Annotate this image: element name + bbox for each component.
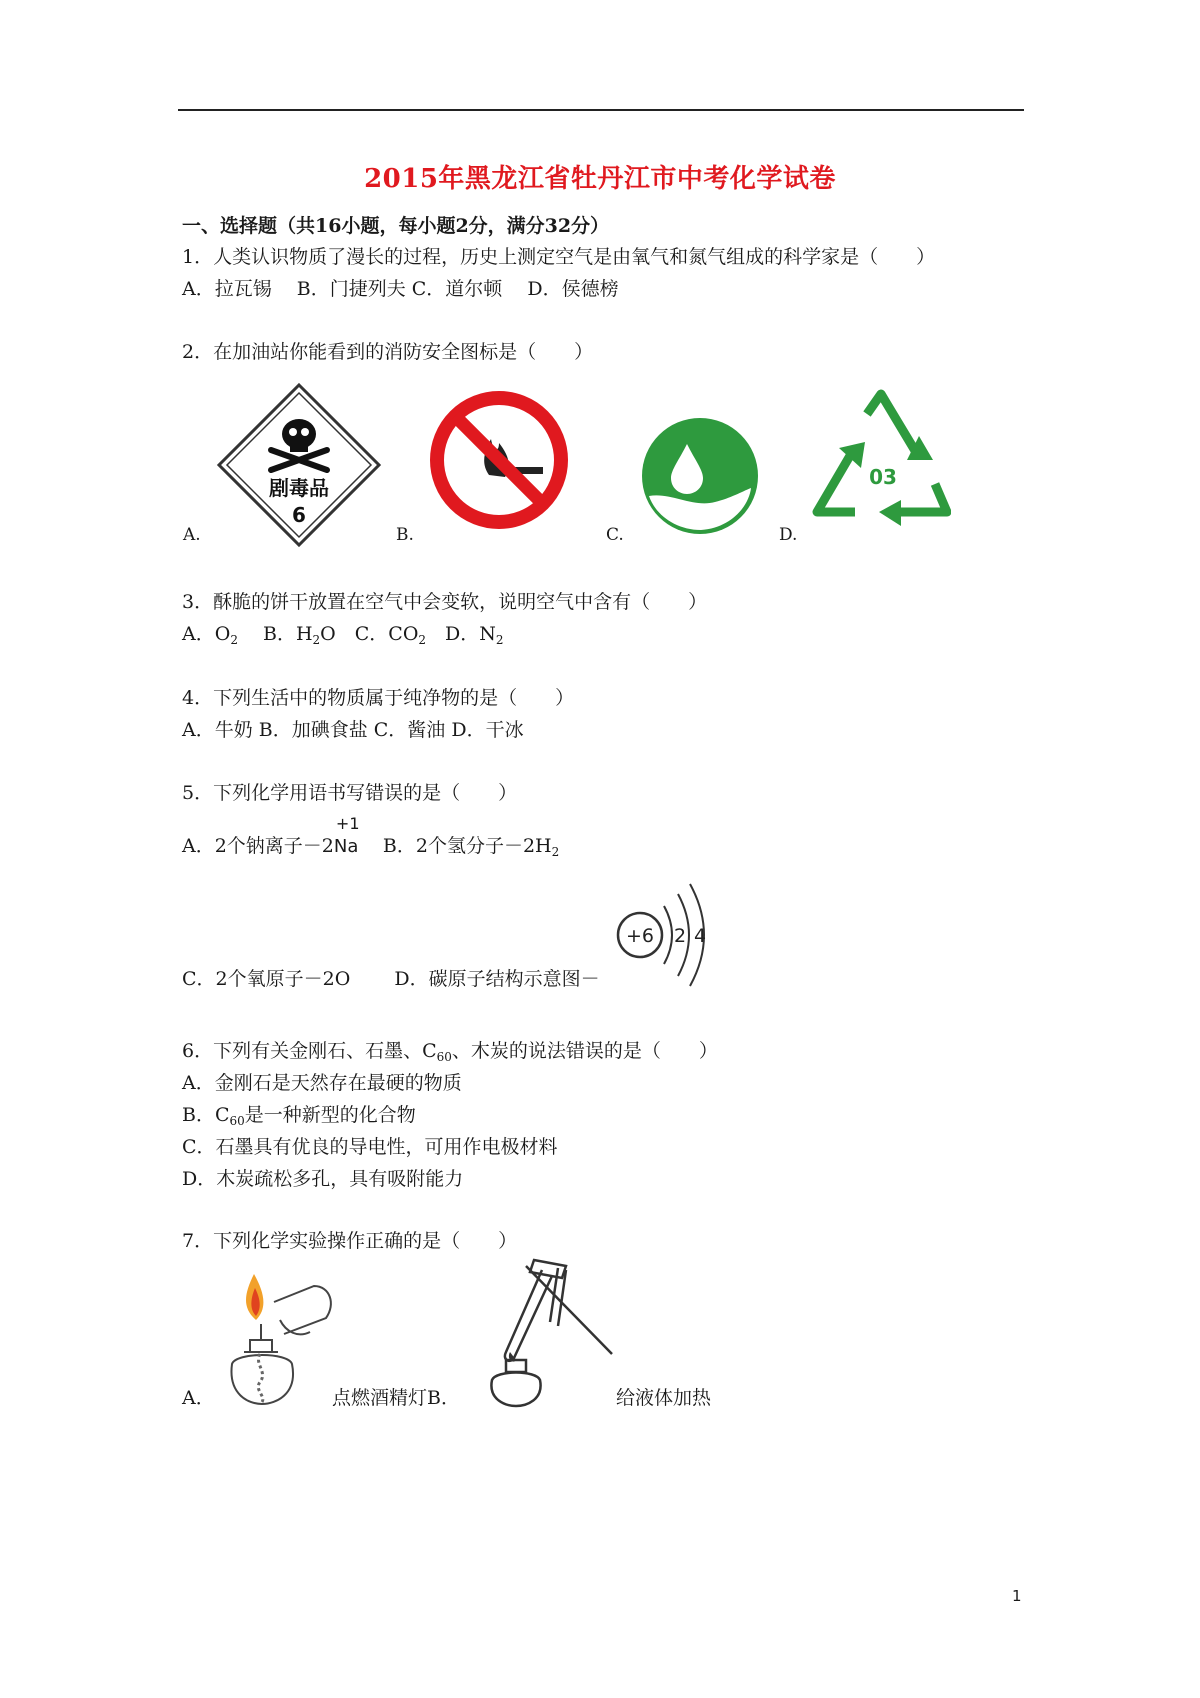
q2-option-d-label: D.: [779, 525, 798, 545]
svg-text:+6: +6: [625, 925, 655, 947]
no-fire-sign-icon: [427, 383, 571, 537]
section-heading: 一、选择题（共16小题，每小题2分，满分32分）: [182, 215, 610, 237]
q2-option-c-label: C.: [606, 525, 624, 545]
svg-text:6: 6: [292, 503, 306, 527]
q2-option-b-label: B.: [396, 525, 414, 545]
q2-stem: 2．在加油站你能看到的消防安全图标是（ ）: [182, 341, 594, 363]
poison-sign-icon: [216, 382, 382, 548]
recycling-sign-icon: [811, 388, 951, 540]
heating-liquid-icon: [466, 1256, 616, 1408]
q5-stem: 5．下列化学用语书写错误的是（ ）: [182, 782, 518, 804]
q4-options: A．牛奶 B．加碘食盐 C．酱油 D．干冰: [182, 719, 524, 741]
q1-options: A．拉瓦锡 B．门捷列夫 C．道尔顿 D．侯德榜: [182, 278, 619, 300]
water-saving-sign-icon: [641, 416, 759, 536]
svg-text:剧毒品: 剧毒品: [269, 476, 329, 500]
q7-option-a-label: A．: [182, 1387, 215, 1409]
q6-option-c: C．石墨具有优良的导电性，可用作电极材料: [182, 1136, 558, 1158]
page-header-rule: [178, 109, 1024, 111]
na-charge-superscript: +1: [335, 814, 360, 833]
q2-option-a-label: A.: [183, 525, 201, 545]
svg-text:2: 2: [673, 925, 687, 947]
alcohol-lamp-lighting-icon: [214, 1264, 340, 1406]
q5-options-ab: A．2个钠离子－2 +1 Na B．2个氢分子$-2H_2$: [182, 814, 560, 859]
q3-stem: 3．酥脆的饼干放置在空气中会变软，说明空气中含有（ ）: [182, 591, 708, 613]
q6-option-a: A．金刚石是天然存在最硬的物质: [182, 1072, 462, 1094]
q7-option-b-caption: 给液体加热: [616, 1387, 712, 1409]
q7-option-a-caption: 点燃酒精灯B．: [332, 1387, 460, 1409]
page-title: 2015年黑龙江省牡丹江市中考化学试卷: [364, 164, 836, 194]
svg-text:4: 4: [693, 925, 707, 947]
svg-text:03: 03: [869, 465, 897, 489]
q4-stem: 4．下列生活中的物质属于纯净物的是（ ）: [182, 687, 575, 709]
carbon-atom-diagram: [612, 876, 716, 988]
q6-stem: 6．下列有关金刚石、石墨、$C_{60}$、木炭的说法错误的是（ ）: [182, 1040, 718, 1064]
q6-option-d: D．木炭疏松多孔，具有吸附能力: [182, 1168, 464, 1190]
q1-stem: 1．人类认识物质了漫长的过程，历史上测定空气是由氧气和氮气组成的科学家是（ ）: [182, 246, 936, 268]
q6-option-b: B．$C_{60}$是一种新型的化合物: [182, 1104, 416, 1128]
na-symbol: Na: [333, 836, 359, 857]
q7-stem: 7．下列化学实验操作正确的是（ ）: [182, 1230, 518, 1252]
q3-options: A．$O_2$ B．$H_2O$ C．$CO_2$ D．$N_2$: [182, 623, 504, 647]
page-number: 1: [1012, 1587, 1022, 1605]
q5-options-cd: C．2个氧原子－2O D．碳原子结构示意图－: [182, 968, 600, 990]
